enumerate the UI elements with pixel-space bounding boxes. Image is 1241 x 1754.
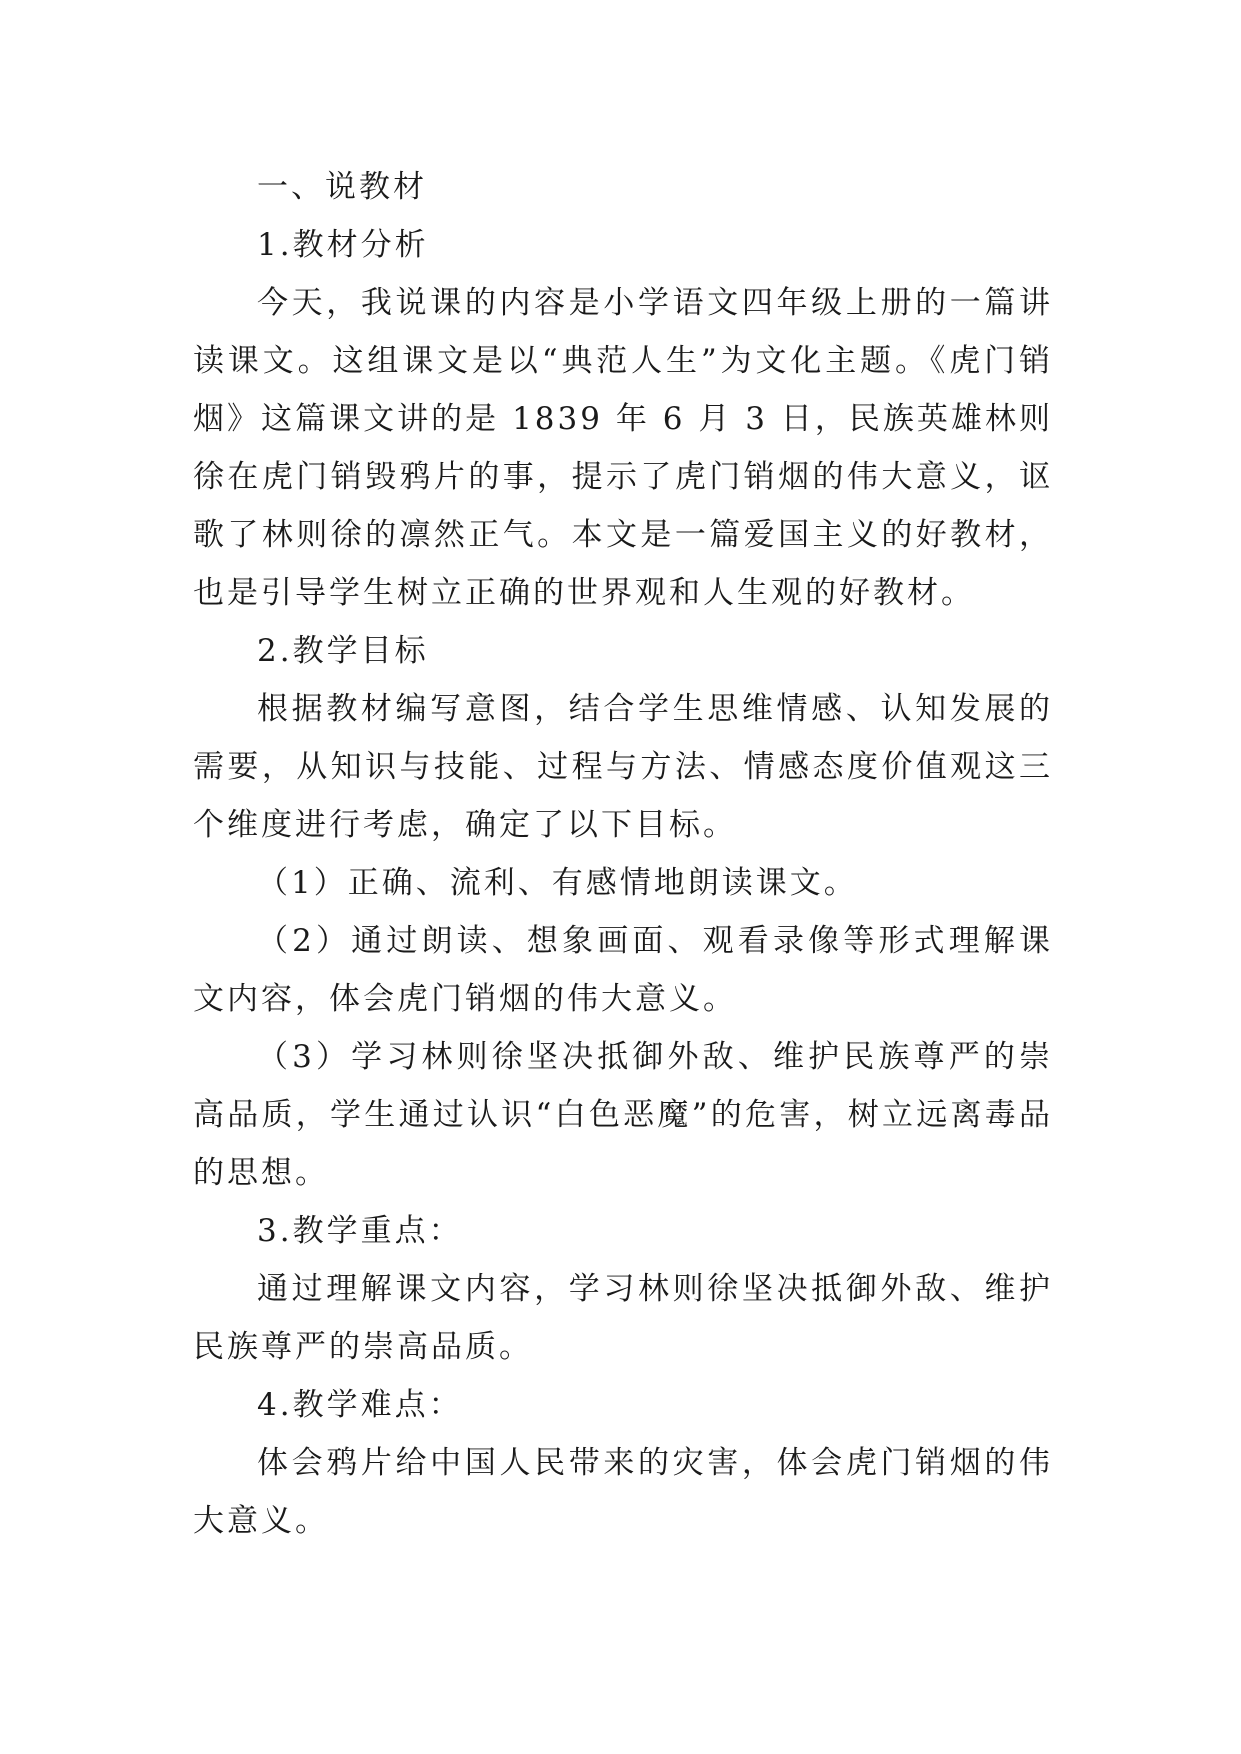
subsection-title-analysis: 1.教材分析 (257, 227, 429, 263)
paragraph-objectives-intro: 根据教材编写意图，结合学生思维情感、认知发展的需要，从知识与技能、过程与方法、情感态度价值观这三个维度进行考虑，确定了以下目标。 (193, 691, 1053, 843)
subsection-title-objectives: 2.教学目标 (257, 633, 429, 669)
objective-item-1: （1）正确、流利、有感情地朗读课文。 (257, 865, 858, 901)
objective-item-2: （2）通过朗读、想象画面、观看录像等形式理解课文内容，体会虎门销烟的伟大意义。 (193, 923, 1053, 1017)
document-body (193, 158, 1053, 1550)
paragraph-key-points: 通过理解课文内容，学习林则徐坚决抵御外敌、维护民族尊严的崇高品质。 (193, 1271, 1053, 1365)
paragraph-difficulties: 体会鸦片给中国人民带来的灾害，体会虎门销烟的伟大意义。 (193, 1445, 1053, 1539)
objective-item-3: （3）学习林则徐坚决抵御外敌、维护民族尊严的崇高品质，学生通过认识“白色恶魔”的危害，树立远离毒品的思想。 (193, 1039, 1053, 1191)
paragraph-analysis: 今天，我说课的内容是小学语文四年级上册的一篇讲读课文。这组课文是以“典范人生”为文化主题。《虎门销烟》这篇课文讲的是 1839 年 6 月 3 日，民族英雄林则徐在虎门销毁鸦片的事，提示了虎门销烟的伟大意义，讴歌了林则徐的凛然正气。本文是一篇爱国主义的好教材，也是引导学生树立正确的世界观和人生观的好教材。 (193, 285, 1053, 611)
subsection-title-key-points: 3.教学重点： (257, 1213, 463, 1249)
section-heading: 一、说教材 (257, 169, 427, 205)
subsection-title-difficulties: 4.教学难点： (257, 1387, 463, 1423)
